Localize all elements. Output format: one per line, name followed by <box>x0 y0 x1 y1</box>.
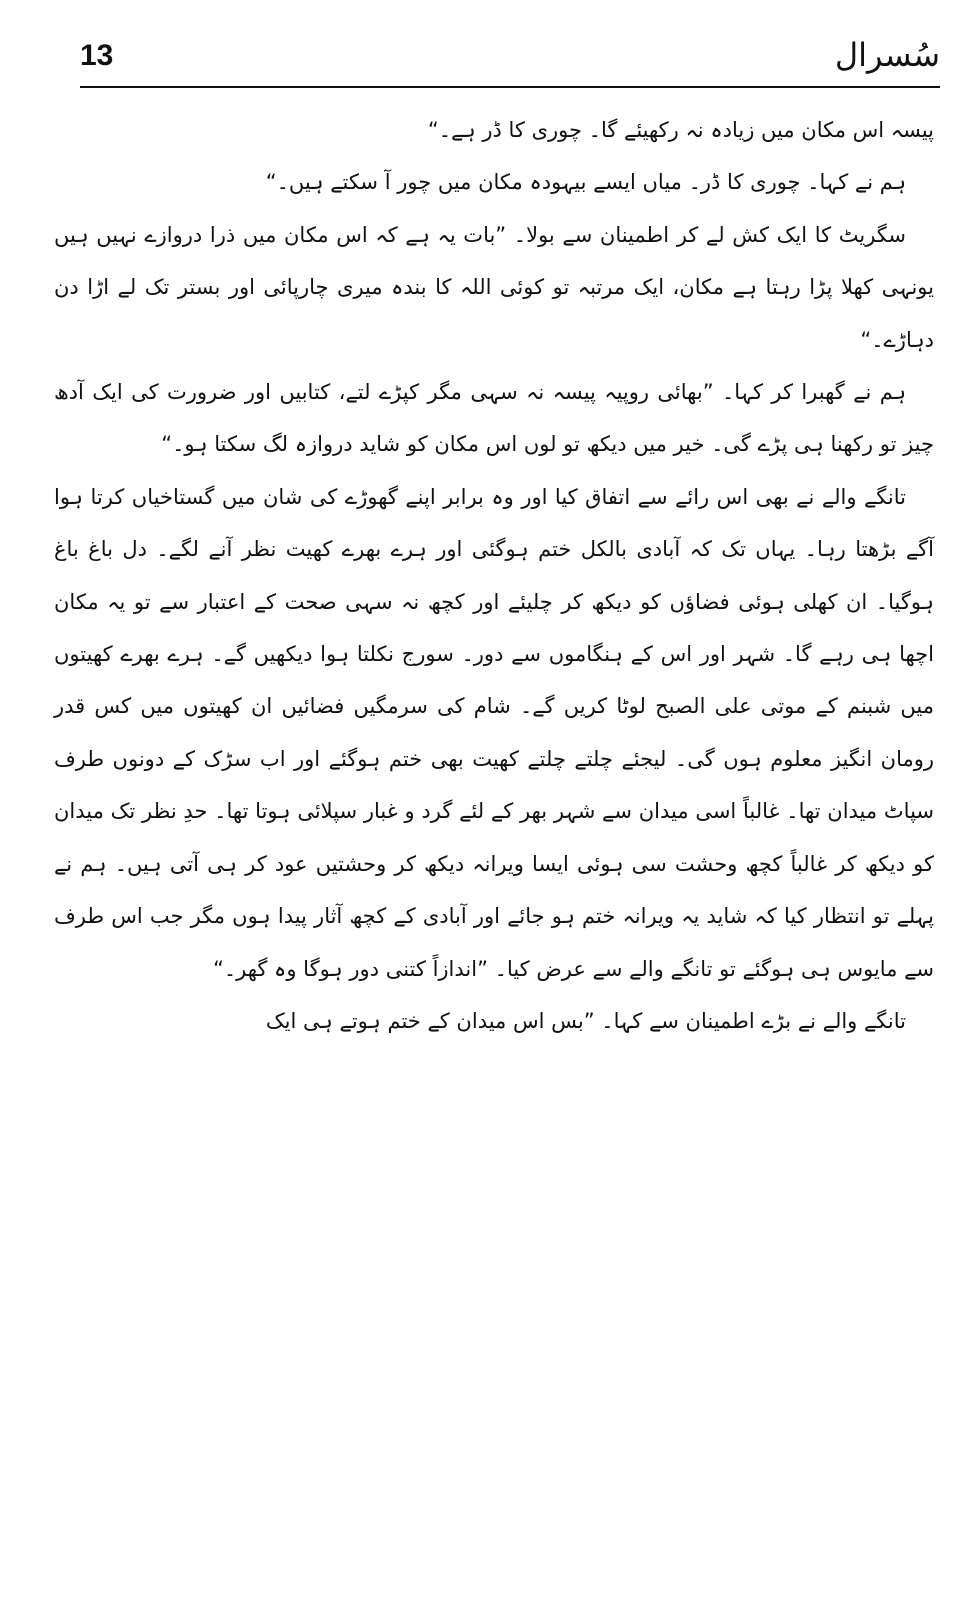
running-title: سُسرال <box>834 36 940 74</box>
paragraph: پیسہ اس مکان میں زیادہ نہ رکھیئے گا۔ چوری کا ڈر ہے۔“ <box>427 118 934 142</box>
header-rule <box>80 86 940 88</box>
paragraph: تانگے والے نے بڑے اطمینان سے کہا۔ ”بس اس میدان کے ختم ہوتے ہی ایک <box>265 1008 906 1033</box>
page-header <box>80 30 940 88</box>
body-text <box>54 104 934 1047</box>
page-number: 13 <box>80 39 114 72</box>
paragraph: سگریٹ کا ایک کش لے کر اطمینان سے بولا۔ ”بات یہ ہے کہ اس مکان میں ذرا دروازے نہیں ہیں یونہی کھلا پڑا رہتا ہے مکان، ایک مرتبہ تو کوئی اللہ کا بندہ میری چارپائی اور بستر تک لے اڑا دن دہاڑے۔“ <box>54 222 934 352</box>
paragraph: تانگے والے نے بھی اس رائے سے اتفاق کیا اور وہ برابر اپنے گھوڑے کی شان میں گستاخیاں کرتا ہوا آگے بڑھتا رہا۔ یہاں تک کہ آبادی بالکل ختم ہوگئی اور ہرے بھرے کھیت نظر آنے لگے۔ دل باغ باغ ہوگیا۔ ان کھلی ہوئی فضاؤں کو دیکھ کر چلیئے اور کچھ نہ سہی صحت کے اعتبار سے تو یہ مکان اچھا ہی رہے گا۔ شہر اور اس کے ہنگاموں سے دور۔ سورج نکلتا ہوا دیکھیں گے۔ ہرے بھرے کھیتوں میں شبنم کے موتی علی الصبح لوٹا کریں گے۔ شام کی سرمگیں فضائیں ان کھیتوں میں کس قدر رومان انگیز معلوم ہوں گی۔ لیجئے چلتے چلتے کھیت بھی ختم ہوگئے اور اب سڑک کے دونوں طرف سپاٹ میدان تھا۔ غالباً اسی میدان سے شہر بھر کے لئے گرد و غبار سپلائی ہوتا تھا۔ حدِ نظر تک میدان کو دیکھ کر غالباً کچھ وحشت سی ہوئی ایسا ویرانہ دیکھ کر وحشتیں عود کر ہی آتی ہیں۔ ہم نے پہلے تو انتظار کیا کہ شاید یہ ویرانہ ختم ہو جائے اور آبادی کے کچھ آثار پیدا ہوں مگر جب اس طرف سے مایوس ہی ہوگئے تو تانگے والے سے عرض کیا۔ ”اندازاً کتنی دور ہوگا وہ گھر۔“ <box>54 484 934 981</box>
paragraph: ہم نے گھبرا کر کہا۔ ”بھائی روپیہ پیسہ نہ سہی مگر کپڑے لتے، کتابیں اور ضرورت کی ایک آدھ چیز تو رکھنا ہی پڑے گی۔ خیر میں دیکھ تو لوں اس مکان کو شاید دروازہ لگ سکتا ہو۔“ <box>54 380 934 457</box>
paragraph: ہم نے کہا۔ چوری کا ڈر۔ میاں ایسے بیہودہ مکان میں چور آ سکتے ہیں۔“ <box>265 170 906 195</box>
